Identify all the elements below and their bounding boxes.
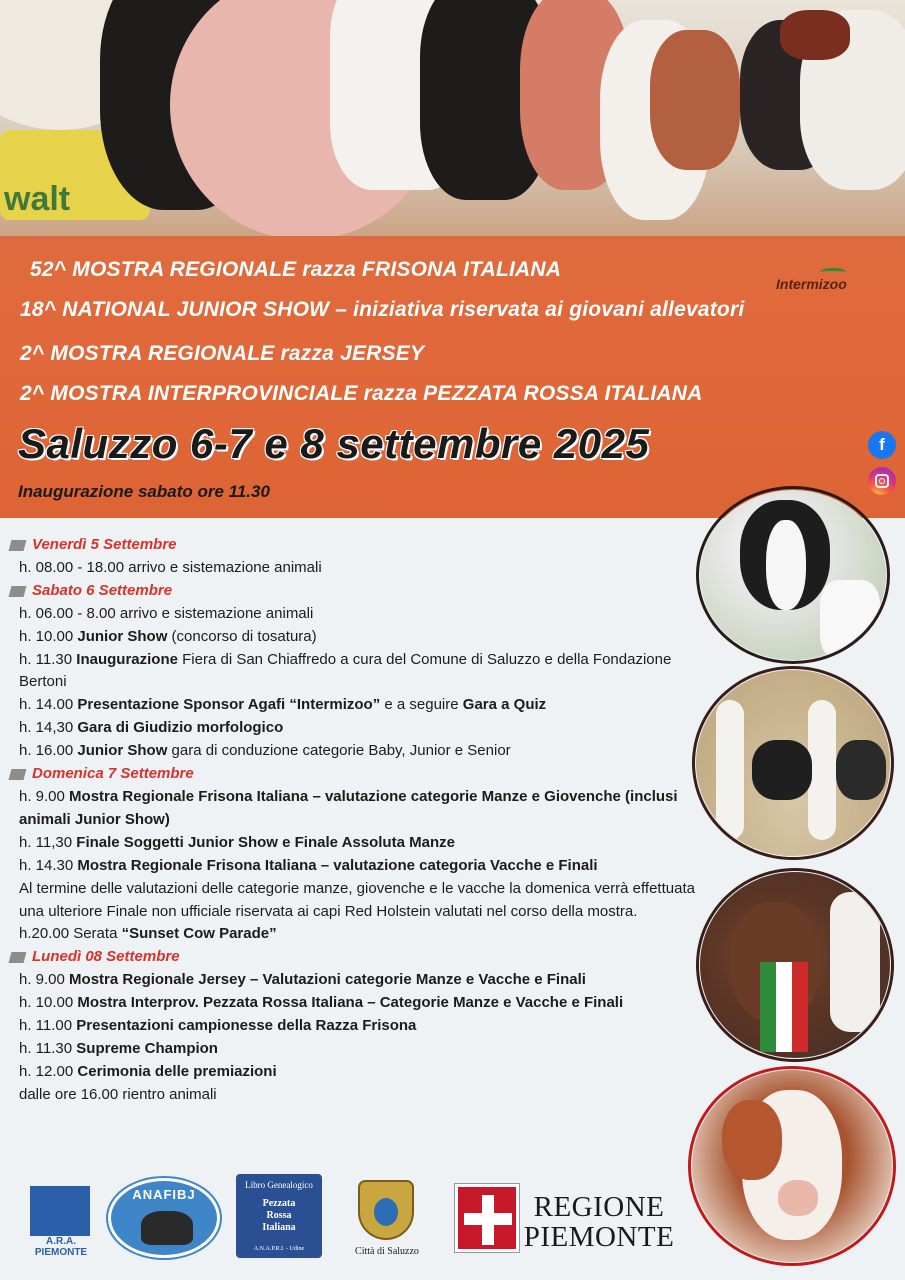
facebook-glyph: f [879,435,885,454]
day-heading-label: Venerdì 5 Settembre [32,536,177,553]
event-title: Saluzzo 6-7 e 8 settembre 2025 [18,420,650,467]
day-heading [10,946,700,969]
schedule-row-highlight: Junior Show [77,742,168,760]
program-schedule [10,534,700,1107]
schedule-row-highlight: “Sunset Cow Parade” [121,925,277,943]
headline-3 [20,342,424,366]
intermizoo-swoosh-icon [820,268,846,276]
schedule-row-text: gara di conduzione categorie Baby, Junior e Senior [167,742,511,760]
citta-di-saluzzo-logo [344,1176,430,1260]
schedule-row-text: h. 10.00 [19,994,78,1012]
schedule-row [10,786,700,832]
anapri-logo [236,1174,322,1258]
headline-3-number: 2^ [20,342,45,365]
inauguration-note: Inaugurazione sabato ore 11.30 [18,482,270,501]
ara-piemonte-logo [20,1178,98,1256]
schedule-row-highlight: Junior Show [77,627,168,645]
schedule-row-highlight: Cerimonia delle premiazioni [77,1062,277,1080]
headline-3-text: MOSTRA REGIONALE razza JERSEY [50,342,425,365]
schedule-row-text: h. 14,30 [19,719,78,737]
schedule-row [10,878,700,924]
schedule-row-text: h. 11.00 [19,1017,77,1035]
day-bullet-icon [9,769,27,780]
schedule-row-text: h. 08.00 - 18.00 arrivo e sistemazione animali [19,558,322,576]
photo-frame-1 [696,486,890,664]
schedule-row-highlight: Mostra Regionale Frisona Italiana – valutazione categorie Manze e Giovenche (inclusi animali Junior Show) [19,787,678,828]
schedule-row [10,1038,700,1061]
intermizoo-logo [776,276,847,292]
regione-piemonte-logo [455,1182,680,1254]
schedule-row [10,923,700,946]
schedule-row-text: h. 9.00 [19,787,70,805]
headline-4 [20,382,702,406]
schedule-row [10,557,700,580]
anapri-logo-line1: Pezzata [262,1198,296,1209]
saluzzo-logo-text: Città di Saluzzo [355,1246,419,1257]
anafibj-logo-text: ANAFIBJ [132,1187,196,1202]
headline-2 [20,298,744,322]
schedule-row-text: e a seguire [380,696,463,714]
schedule-row [10,1061,700,1084]
day-heading-label: Lunedì 08 Settembre [32,948,180,966]
schedule-row-highlight: Mostra Regionale Frisona Italiana – valutazione categoria Vacche e Finali [77,856,598,874]
anapri-logo-line2: Rossa [266,1210,292,1221]
saluzzo-crest-icon [358,1180,414,1240]
day-bullet-icon [9,586,27,597]
anafibj-logo [108,1178,220,1258]
schedule-row [10,694,700,717]
hero-sign-text: walt [4,180,71,218]
schedule-row-text: Al termine delle valutazioni delle categorie manze, giovenche e le vacche la domenica verrà effettuata una ulteriore Finale non ufficiale riservata ai capi Red Holstein valutati nel corso della mostra. [19,879,695,920]
schedule-row-text: h.20.00 Serata [19,925,122,943]
schedule-row-highlight: Finale Soggetti Junior Show e Finale Assoluta Manze [76,833,455,851]
schedule-row [10,1015,700,1038]
intermizoo-logo-text: Intermizoo [776,276,847,292]
headline-4-text: MOSTRA INTERPROVINCIALE razza PEZZATA ROSSA ITALIANA [50,382,703,405]
ara-logo-mark [30,1186,90,1236]
schedule-row-highlight: Mostra Regionale Jersey – Valutazioni categorie Manze e Vacche e Finali [69,971,586,989]
piemonte-logo-text [519,1192,679,1252]
anapri-logo-line3: Italiana [262,1222,296,1233]
anapri-logo-bottom: A.N.A.P.R.I. - Udine [253,1246,305,1252]
schedule-row-highlight: Gara a Quiz [462,696,547,714]
schedule-row [10,603,700,626]
headline-2-number: 18^ [20,298,57,321]
photo-frame-3 [696,868,894,1062]
day-bullet-icon [9,540,27,551]
photo-frame-2 [692,666,894,860]
day-heading [10,763,700,786]
schedule-row [10,855,700,878]
cow-icon [141,1211,193,1245]
schedule-row-text: h. 9.00 [19,971,70,989]
schedule-row-text: h. 16.00 [19,742,78,760]
schedule-row-highlight: Inaugurazione [76,650,178,668]
schedule-row-highlight: Mostra Interprov. Pezzata Rossa Italiana – Categorie Manze e Vacche e Finali [77,994,624,1012]
ara-logo-text [24,1236,98,1258]
hero-photo [0,0,905,250]
schedule-row-text: h. 11,30 [19,833,77,851]
headline-1-number: 52^ [30,258,67,281]
schedule-row-highlight: Presentazioni campionesse della Razza Frisona [76,1017,417,1035]
photo-frame-4 [688,1066,896,1266]
schedule-row [10,626,700,649]
schedule-row [10,740,700,763]
ara-logo-sub: PIEMONTE [34,1247,88,1258]
schedule-row-text: (concorso di tosatura) [167,627,317,645]
schedule-row-text: h. 14.30 [19,856,78,874]
day-heading [10,534,700,557]
schedule-row [10,969,700,992]
day-bullet-icon [9,952,27,963]
headline-4-number: 2^ [20,382,45,405]
schedule-row-text: h. 11.30 [19,650,77,668]
headline-1 [30,258,561,282]
schedule-row-highlight: Gara di Giudizio morfologico [77,719,284,737]
piemonte-flag-icon [455,1184,519,1252]
day-heading [10,580,700,603]
headline-2-text: NATIONAL JUNIOR SHOW – iniziativa riservata ai giovani allevatori [62,298,745,321]
instagram-icon[interactable] [868,467,896,495]
instagram-camera-icon [875,474,889,488]
schedule-row-text: h. 06.00 - 8.00 arrivo e sistemazione animali [19,604,314,622]
schedule-row [10,717,700,740]
headline-1-text: MOSTRA REGIONALE razza FRISONA ITALIANA [72,258,562,281]
schedule-row [10,832,700,855]
schedule-row-text: h. 12.00 [19,1062,78,1080]
schedule-row-text: Fiera di San Chiaffredo a cura del Comune di Saluzzo e della Fondazione Bertoni [19,650,672,691]
schedule-row [10,649,700,695]
day-heading-label: Sabato 6 Settembre [32,581,173,599]
schedule-row-text: h. 11.30 [19,1039,77,1057]
ara-logo-name: A.R.A. [46,1236,76,1247]
schedule-row-text: h. 14.00 [19,696,78,714]
schedule-row-highlight: Supreme Champion [76,1039,218,1057]
schedule-row-text: dalle ore 16.00 rientro animali [19,1085,217,1103]
facebook-icon[interactable] [868,431,896,459]
schedule-row [10,1084,700,1107]
schedule-row [10,992,700,1015]
schedule-row-text: h. 10.00 [19,627,78,645]
schedule-row-highlight: Presentazione Sponsor Agafi “Intermizoo” [77,696,381,714]
piemonte-logo-line2: PIEMONTE [523,1221,675,1253]
anapri-logo-top: Libro Genealogico [245,1180,313,1190]
piemonte-logo-line1: REGIONE [533,1191,665,1223]
day-heading-label: Domenica 7 Settembre [32,765,194,783]
